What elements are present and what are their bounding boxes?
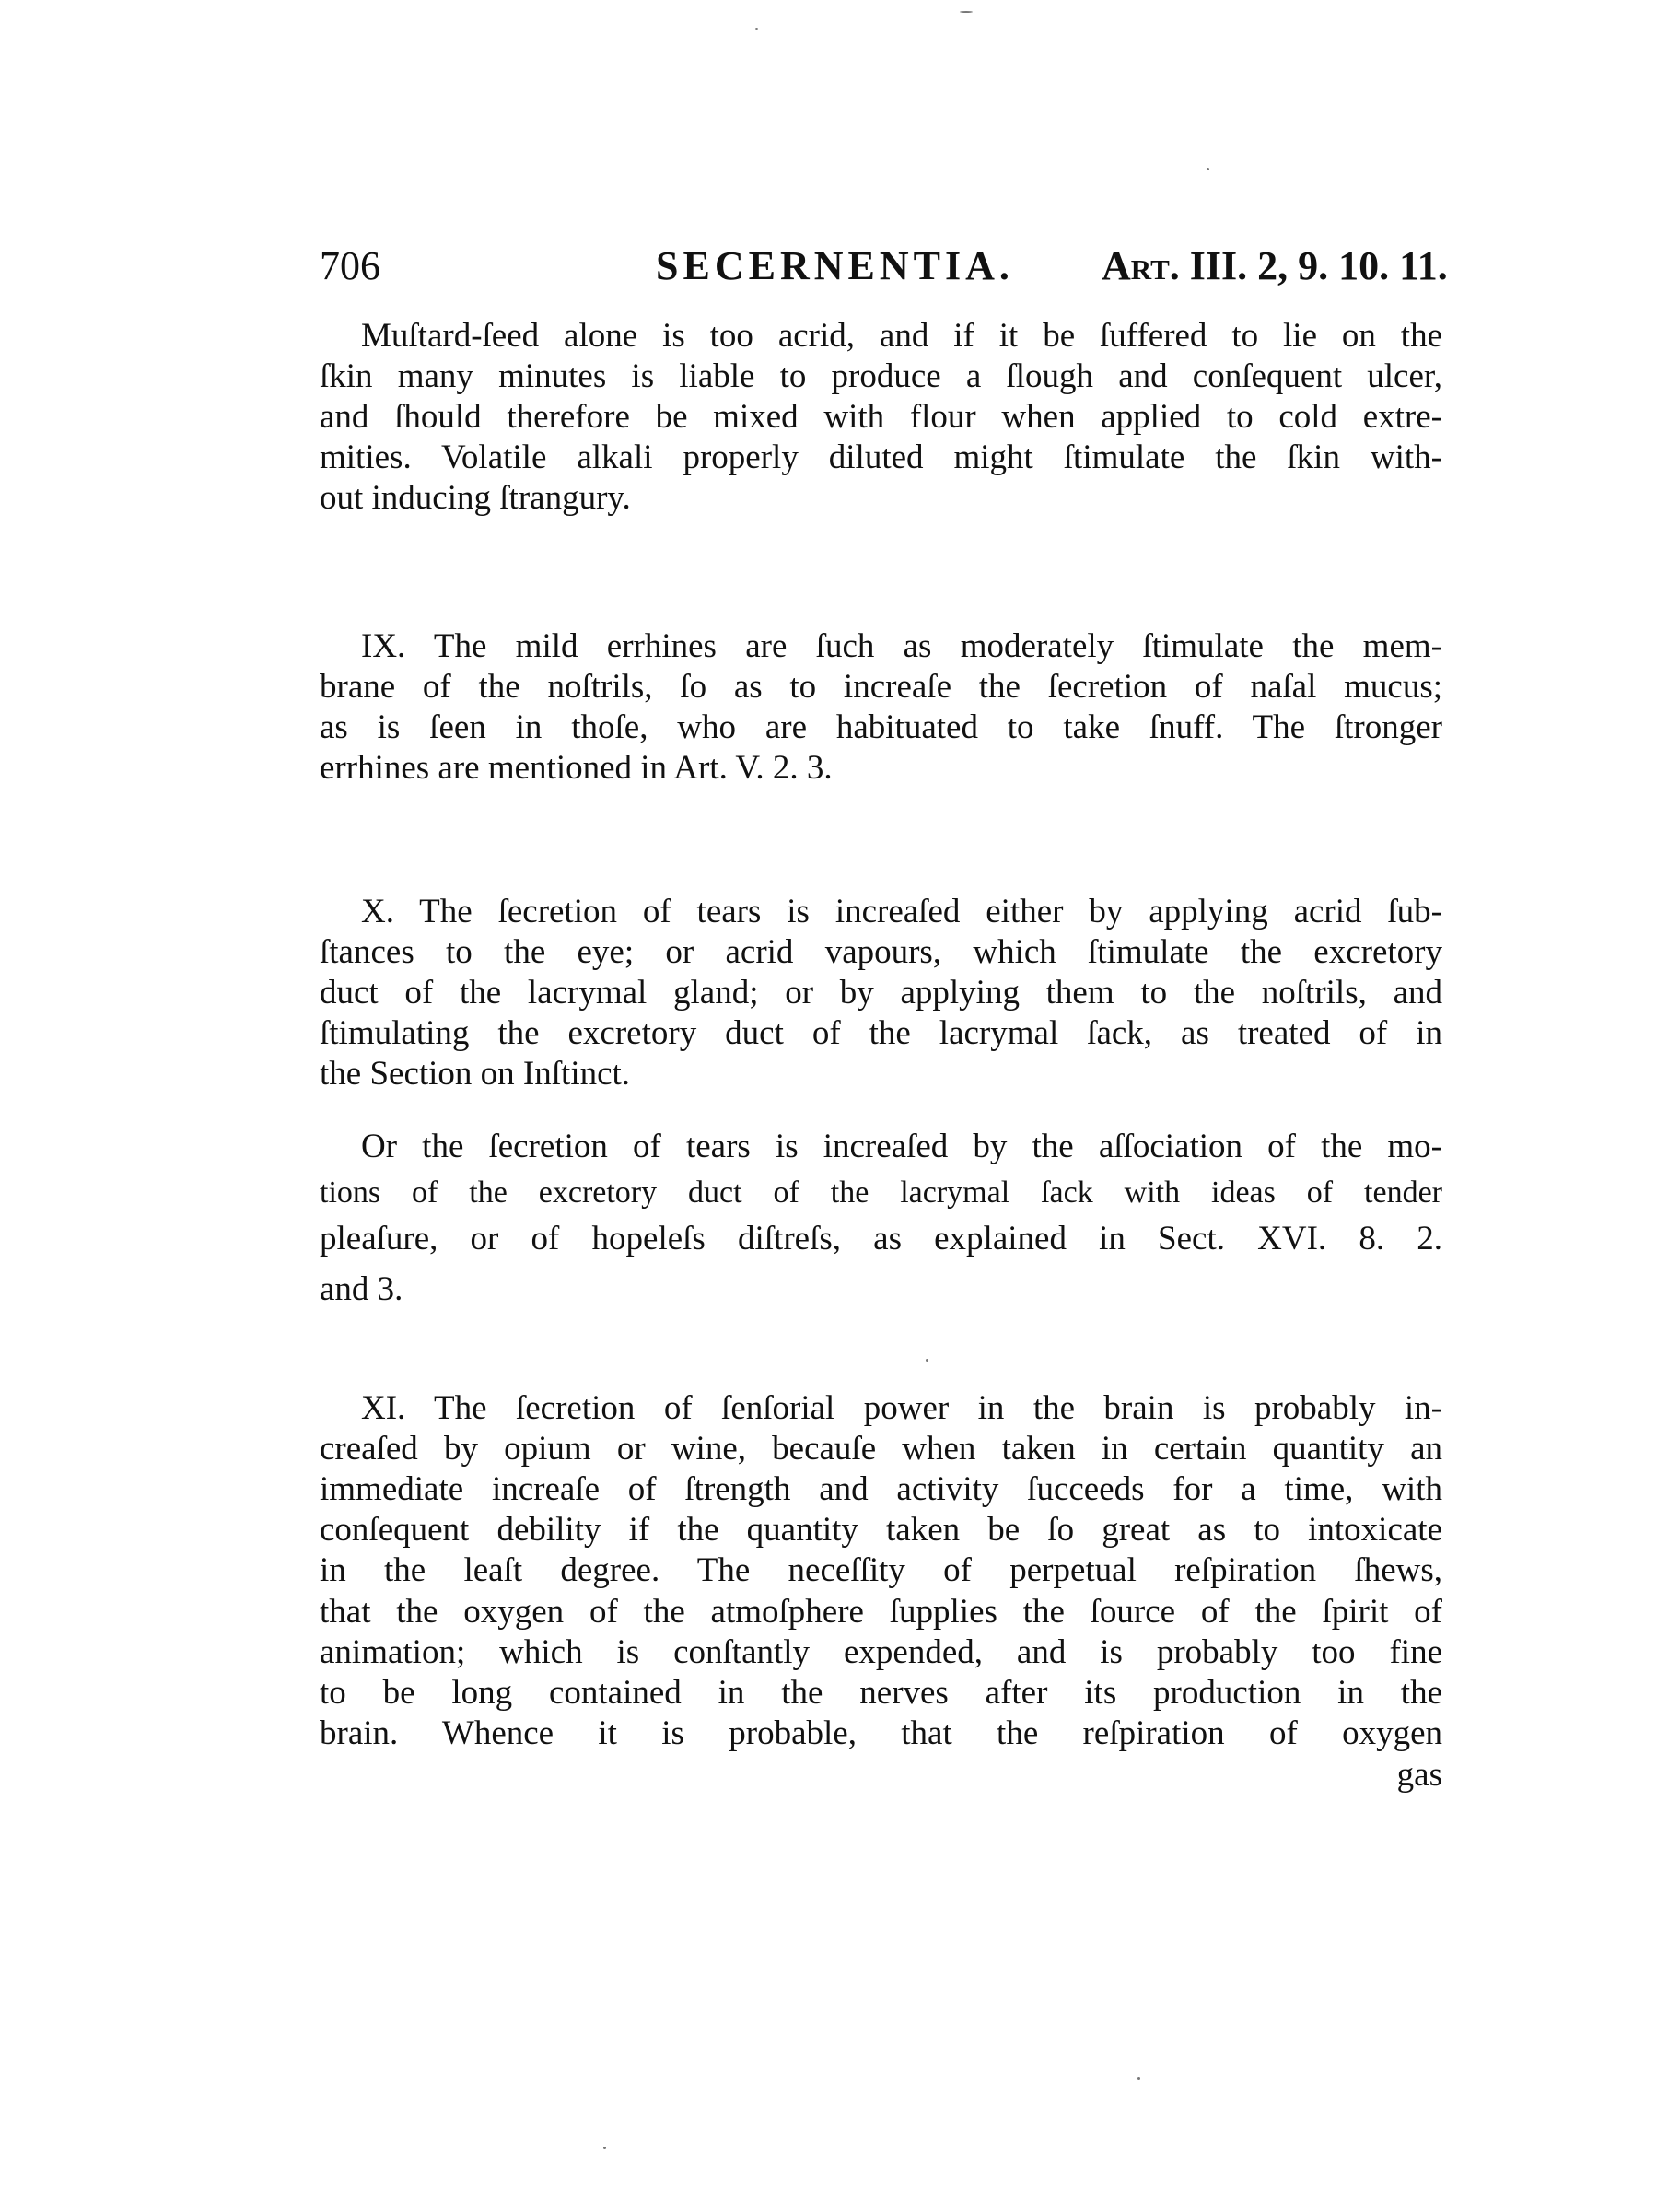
text-line: to be long contained in the nerves after its production in the [320, 1674, 1442, 1712]
text-line: Or the ſecretion of tears is increaſed by the aſſociation of the mo- [361, 1128, 1442, 1165]
text-line: Muſtard-ſeed alone is too acrid, and if it be ſuffered to lie on the [361, 317, 1442, 355]
text-line: mities. Volatile alkali properly diluted might ſtimulate the ſkin with- [320, 439, 1442, 476]
text-line: X. The ſecretion of tears is increaſed either by applying acrid ſub- [361, 893, 1442, 930]
page-number: 706 [320, 243, 380, 288]
article-reference: Art. III. 2, 9. 10. 11. [1102, 243, 1448, 288]
text-line: in the leaſt degree. The neceſſity of perpetual reſpiration ſhews, [320, 1551, 1442, 1589]
text-line: and 3. [320, 1270, 403, 1308]
text-line: and ſhould therefore be mixed with flour when applied to cold extre- [320, 398, 1442, 436]
text-line: brain. Whence it is probable, that the reſpiration of oxygen [320, 1714, 1442, 1752]
scan-speck [1138, 2077, 1140, 2080]
text-line: duct of the lacrymal gland; or by applying them to the noſtrils, and [320, 974, 1442, 1012]
text-line: ſtances to the eye; or acrid vapours, which ſtimulate the excretory [320, 933, 1442, 971]
scan-speck [603, 2147, 606, 2149]
scan-speck [926, 1359, 928, 1362]
catchword: gas [1396, 1756, 1442, 1794]
text-line: the Section on Inſtinct. [320, 1055, 631, 1093]
text-line: creaſed by opium or wine, becauſe when taken in certain quantity an [320, 1430, 1442, 1468]
text-line: errhines are mentioned in Art. V. 2. 3. [320, 749, 833, 787]
text-line: conſequent debility if the quantity taken be ſo great as to intoxicate [320, 1511, 1442, 1549]
text-line: brane of the noſtrils, ſo as to increaſe the ſecretion of naſal mucus; [320, 668, 1442, 706]
text-line: out inducing ſtrangury. [320, 479, 631, 517]
text-line: ſtimulating the excretory duct of the lacrymal ſack, as treated of in [320, 1014, 1442, 1052]
running-title: SECERNENTIA. [656, 243, 1014, 288]
text-line: immediate increaſe of ſtrength and activity ſucceeds for a time, with [320, 1470, 1442, 1508]
text-line: IX. The mild errhines are ſuch as moderately ſtimulate the mem- [361, 627, 1442, 665]
text-line: that the oxygen of the atmoſphere ſupplies the ſource of the ſpirit of [320, 1593, 1442, 1631]
text-line: pleaſure, or of hopeleſs diſtreſs, as explained in Sect. XVI. 8. 2. [320, 1220, 1442, 1258]
text-line: ſkin many minutes is liable to produce a ſlough and conſequent ulcer, [320, 357, 1442, 395]
text-line: animation; which is conſtantly expended, and is probably too fine [320, 1633, 1442, 1671]
scan-speck [960, 11, 973, 13]
scan-speck [755, 28, 758, 30]
text-line: as is ſeen in thoſe, who are habituated to take ſnuff. The ſtronger [320, 708, 1442, 746]
text-line: tions of the excretory duct of the lacrymal ſack with ideas of tender [320, 1176, 1442, 1210]
text-line: XI. The ſecretion of ſenſorial power in the brain is probably in- [361, 1389, 1442, 1427]
scan-speck [1207, 168, 1209, 170]
